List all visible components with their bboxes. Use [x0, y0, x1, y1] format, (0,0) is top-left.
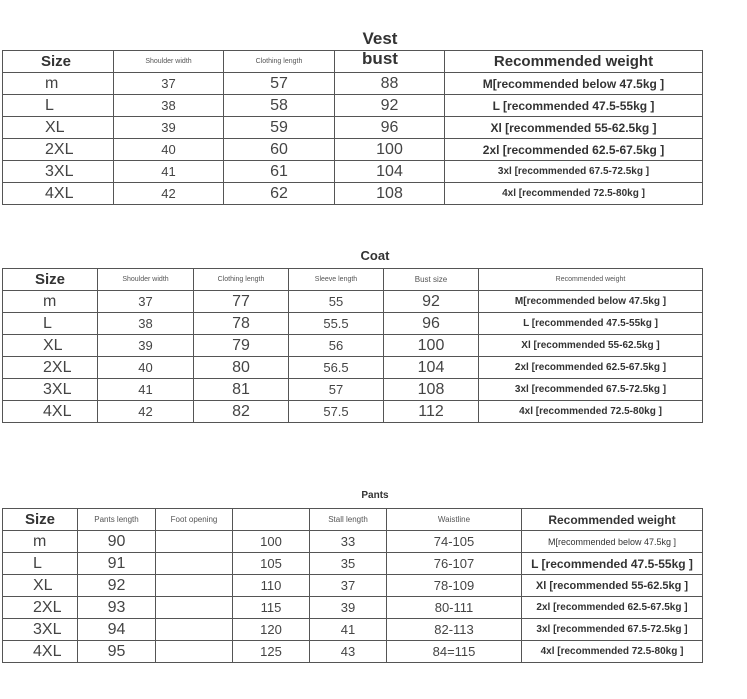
pants-header-size: Size: [3, 509, 78, 531]
bust-cell: 96: [384, 313, 479, 335]
bust-cell: 112: [384, 401, 479, 423]
table-row: [3, 531, 703, 553]
table-row: [3, 161, 703, 183]
hip-cell: 120: [233, 619, 310, 641]
sleeve-cell: 57.5: [289, 401, 384, 423]
recommended-cell: 2xl [recommended 62.5-67.5kg ]: [445, 139, 703, 161]
vest-header-bust: [335, 51, 445, 73]
clothing-cell: 77: [194, 291, 289, 313]
shoulder-cell: 39: [98, 335, 194, 357]
clothing-cell: 61: [224, 161, 335, 183]
pants-title: Pants: [361, 490, 389, 501]
size-cell: m: [3, 531, 78, 553]
pants-header-waist: Waistline: [387, 509, 522, 531]
recommended-cell: 2xl [recommended 62.5-67.5kg ]: [479, 357, 703, 379]
table-row: [3, 291, 703, 313]
table-row: [3, 183, 703, 205]
hip-cell: 115: [233, 597, 310, 619]
size-cell: 3XL: [3, 619, 78, 641]
vest-header-recommended: Recommended weight: [445, 51, 703, 73]
stall-cell: 41: [310, 619, 387, 641]
pants-length-cell: 94: [78, 619, 156, 641]
pants-header-stall: Stall length: [310, 509, 387, 531]
table-row: [3, 73, 703, 95]
waist-cell: 78-109: [387, 575, 522, 597]
clothing-cell: 80: [194, 357, 289, 379]
recommended-cell: Xl [recommended 55-62.5kg ]: [479, 335, 703, 357]
recommended-cell: 4xl [recommended 72.5-80kg ]: [445, 183, 703, 205]
size-cell: 2XL: [3, 597, 78, 619]
size-cell: 2XL: [3, 357, 98, 379]
sleeve-cell: 55.5: [289, 313, 384, 335]
bust-cell: 100: [384, 335, 479, 357]
coat-header-size: Size: [3, 269, 98, 291]
size-cell: XL: [3, 335, 98, 357]
size-cell: m: [3, 291, 98, 313]
coat-header-bust: Bust size: [384, 269, 479, 291]
table-row: [3, 335, 703, 357]
bust-cell: 108: [384, 379, 479, 401]
foot-opening-cell: [156, 597, 233, 619]
table-row: [3, 117, 703, 139]
shoulder-cell: 40: [114, 139, 224, 161]
clothing-cell: 58: [224, 95, 335, 117]
sleeve-cell: 56.5: [289, 357, 384, 379]
pants-size-table: [2, 508, 703, 663]
shoulder-cell: 38: [98, 313, 194, 335]
size-cell: L: [3, 553, 78, 575]
foot-opening-cell: [156, 531, 233, 553]
vest-header-clothing: Clothing length: [224, 51, 335, 73]
clothing-cell: 59: [224, 117, 335, 139]
recommended-cell: L [recommended 47.5-55kg ]: [479, 313, 703, 335]
bust-cell: 104: [335, 161, 445, 183]
recommended-cell: 3xl [recommended 67.5-72.5kg ]: [445, 161, 703, 183]
waist-cell: 76-107: [387, 553, 522, 575]
table-row: [3, 619, 703, 641]
hip-cell: 125: [233, 641, 310, 663]
pants-header-length: Pants length: [78, 509, 156, 531]
size-cell: 2XL: [3, 139, 114, 161]
stall-cell: 39: [310, 597, 387, 619]
shoulder-cell: 37: [98, 291, 194, 313]
sleeve-cell: 57: [289, 379, 384, 401]
size-cell: 4XL: [3, 183, 114, 205]
table-row: [3, 597, 703, 619]
stall-cell: 33: [310, 531, 387, 553]
coat-header-recommended: Recommended weight: [479, 269, 703, 291]
hip-cell: 110: [233, 575, 310, 597]
stall-cell: 37: [310, 575, 387, 597]
table-row: [3, 379, 703, 401]
table-row: [3, 357, 703, 379]
pants-header-recommended: Recommended weight: [522, 509, 703, 531]
hip-cell: 100: [233, 531, 310, 553]
size-cell: L: [3, 313, 98, 335]
vest-header-size: Size: [3, 51, 114, 73]
bust-cell: 96: [335, 117, 445, 139]
table-row: [3, 313, 703, 335]
waist-cell: 80-111: [387, 597, 522, 619]
table-row: [3, 95, 703, 117]
pants-length-cell: 90: [78, 531, 156, 553]
recommended-cell: 2xl [recommended 62.5-67.5kg ]: [522, 597, 703, 619]
size-cell: L: [3, 95, 114, 117]
recommended-cell: L [recommended 47.5-55kg ]: [445, 95, 703, 117]
recommended-cell: 4xl [recommended 72.5-80kg ]: [479, 401, 703, 423]
bust-cell: 108: [335, 183, 445, 205]
vest-size-table: [2, 50, 703, 205]
foot-opening-cell: [156, 619, 233, 641]
foot-opening-cell: [156, 553, 233, 575]
recommended-cell: 3xl [recommended 67.5-72.5kg ]: [479, 379, 703, 401]
recommended-cell: Xl [recommended 55-62.5kg ]: [522, 575, 703, 597]
size-cell: XL: [3, 117, 114, 139]
clothing-cell: 82: [194, 401, 289, 423]
shoulder-cell: 38: [114, 95, 224, 117]
sleeve-cell: 56: [289, 335, 384, 357]
hip-cell: 105: [233, 553, 310, 575]
pants-length-cell: 92: [78, 575, 156, 597]
foot-opening-cell: [156, 575, 233, 597]
pants-header-hip: [233, 509, 310, 531]
recommended-cell: M[recommended below 47.5kg ]: [479, 291, 703, 313]
clothing-cell: 78: [194, 313, 289, 335]
shoulder-cell: 41: [98, 379, 194, 401]
stall-cell: 43: [310, 641, 387, 663]
shoulder-cell: 39: [114, 117, 224, 139]
clothing-cell: 60: [224, 139, 335, 161]
coat-header-sleeve: Sleeve length: [289, 269, 384, 291]
shoulder-cell: 40: [98, 357, 194, 379]
table-row: [3, 641, 703, 663]
shoulder-cell: 42: [98, 401, 194, 423]
bust-cell: 92: [384, 291, 479, 313]
coat-title: Coat: [360, 248, 390, 263]
bust-cell: 88: [335, 73, 445, 95]
recommended-cell: 4xl [recommended 72.5-80kg ]: [522, 641, 703, 663]
shoulder-cell: 42: [114, 183, 224, 205]
recommended-cell: 3xl [recommended 67.5-72.5kg ]: [522, 619, 703, 641]
pants-length-cell: 93: [78, 597, 156, 619]
recommended-cell: L [recommended 47.5-55kg ]: [522, 553, 703, 575]
waist-cell: 84=115: [387, 641, 522, 663]
table-row: [3, 575, 703, 597]
waist-cell: 74-105: [387, 531, 522, 553]
coat-header-shoulder: Shoulder width: [98, 269, 194, 291]
vest-header-shoulder: Shoulder width: [114, 51, 224, 73]
pants-length-cell: 91: [78, 553, 156, 575]
vest-title-line1: Vest: [362, 29, 398, 48]
size-cell: 4XL: [3, 641, 78, 663]
bust-cell: 92: [335, 95, 445, 117]
size-cell: 3XL: [3, 161, 114, 183]
clothing-cell: 81: [194, 379, 289, 401]
foot-opening-cell: [156, 641, 233, 663]
shoulder-cell: 37: [114, 73, 224, 95]
shoulder-cell: 41: [114, 161, 224, 183]
clothing-cell: 57: [224, 73, 335, 95]
bust-cell: 100: [335, 139, 445, 161]
sleeve-cell: 55: [289, 291, 384, 313]
clothing-cell: 79: [194, 335, 289, 357]
table-row: [3, 139, 703, 161]
coat-header-clothing: Clothing length: [194, 269, 289, 291]
coat-size-table: [2, 268, 703, 423]
recommended-cell: M[recommended below 47.5kg ]: [522, 531, 703, 553]
clothing-cell: 62: [224, 183, 335, 205]
vest-title-line2: bust: [362, 49, 398, 68]
pants-header-foot: Foot opening: [156, 509, 233, 531]
size-cell: 4XL: [3, 401, 98, 423]
bust-cell: 104: [384, 357, 479, 379]
recommended-cell: M[recommended below 47.5kg ]: [445, 73, 703, 95]
size-cell: m: [3, 73, 114, 95]
table-row: [3, 401, 703, 423]
waist-cell: 82-113: [387, 619, 522, 641]
table-row: [3, 553, 703, 575]
pants-length-cell: 95: [78, 641, 156, 663]
size-cell: XL: [3, 575, 78, 597]
stall-cell: 35: [310, 553, 387, 575]
size-cell: 3XL: [3, 379, 98, 401]
recommended-cell: Xl [recommended 55-62.5kg ]: [445, 117, 703, 139]
